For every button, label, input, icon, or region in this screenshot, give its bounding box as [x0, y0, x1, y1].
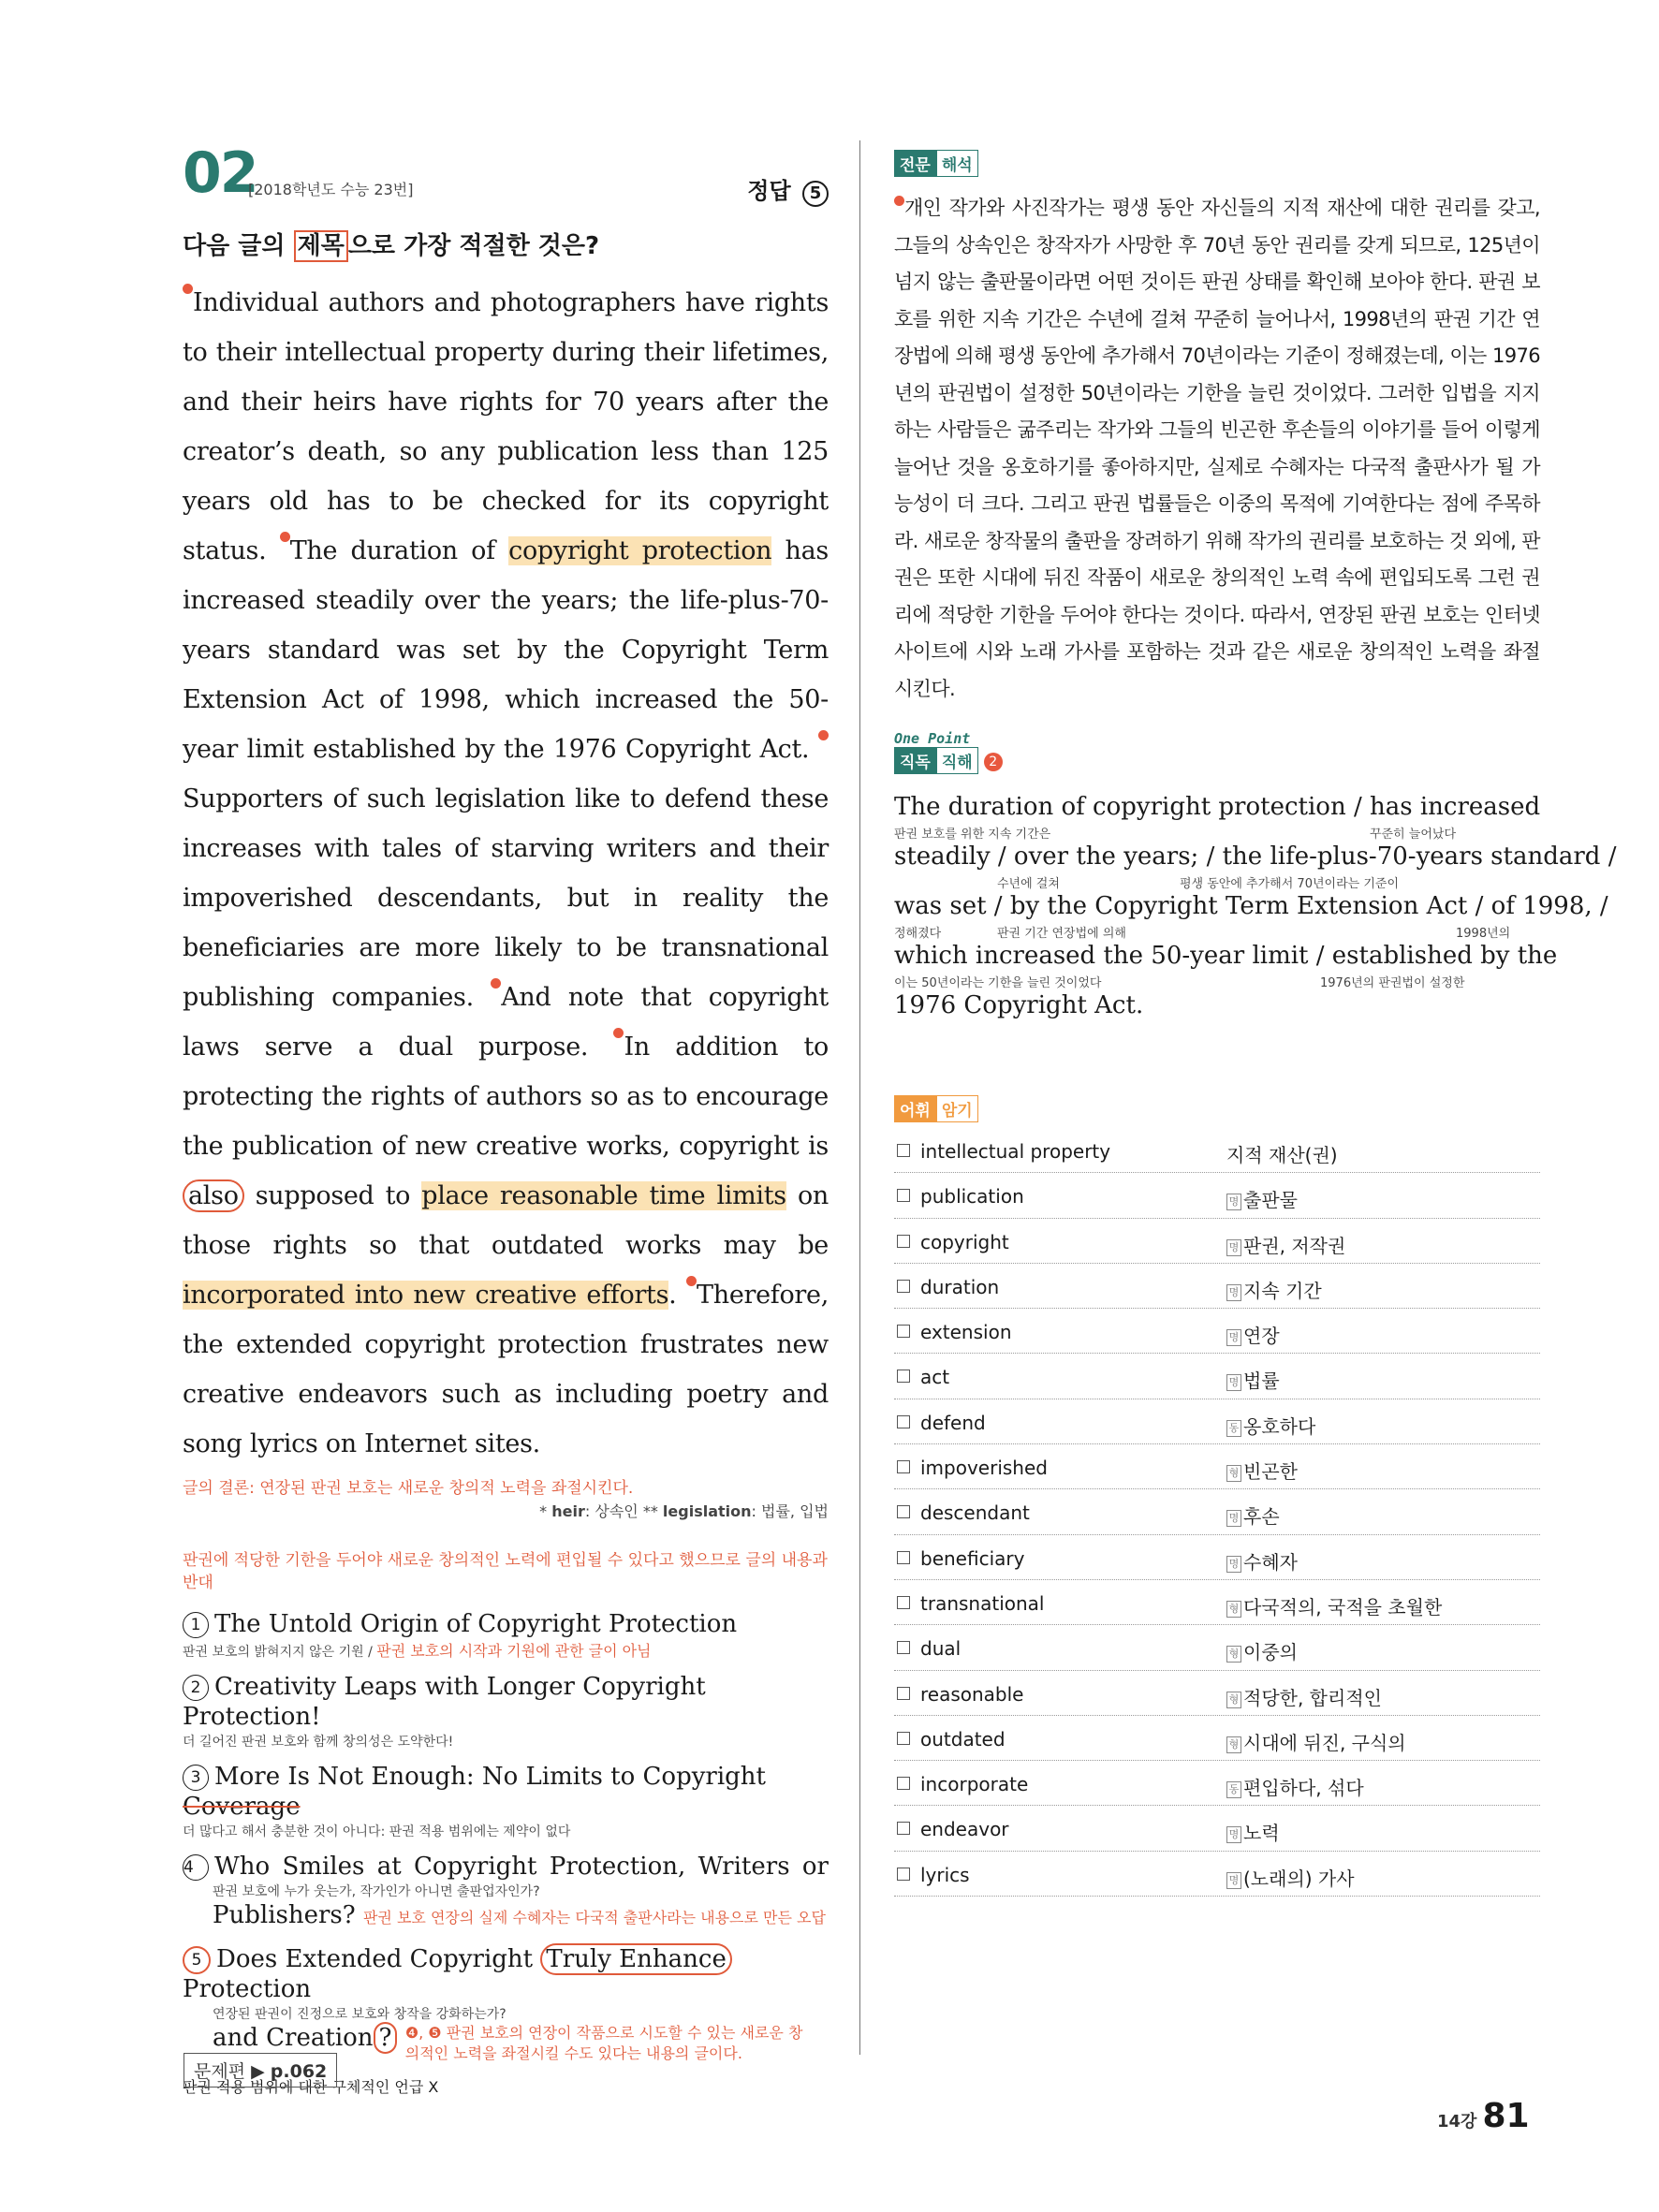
vocab-meaning-cell: [1226, 1366, 1280, 1393]
passage-sentence-5b: supposed to: [243, 1181, 422, 1210]
part-of-speech-badge: 동: [1226, 1420, 1241, 1437]
vocab-meaning: 출판물: [1243, 1189, 1298, 1212]
sentence-number-badge: 2: [984, 753, 1003, 771]
page-number-footer: [1437, 2097, 1530, 2135]
vocab-row: [894, 1580, 1540, 1625]
gloss-heir-word: heir: [551, 1502, 585, 1520]
vocabulary-tag: [894, 1095, 978, 1122]
vocab-meaning: 시대에 뒤진, 구식의: [1243, 1731, 1406, 1754]
vocab-word: impoverished: [920, 1457, 1048, 1480]
vocab-row: [894, 1219, 1540, 1264]
vocab-meaning-cell: [1226, 1864, 1355, 1891]
option-translation: 연장된 판권이 진정으로 보호와 창작을 강화하는가?: [213, 2007, 507, 2022]
vocab-word: lyrics: [920, 1863, 970, 1886]
checkbox-icon[interactable]: [897, 1325, 910, 1338]
vocab-meaning: 법률: [1243, 1370, 1280, 1393]
translation-text: 개인 작가와 사진작가는 평생 동안 자신들의 지적 재산에 대한 권리를 갖고, 그들의 상속인은 창작자가 사망한 후 70년 동안 권리를 갖게 되므로, 125년이 넘지 않는 출판물이라면 어떤 것이든 판권 상태를 확인해 보아야 한다. 판권 보호를 위한 지속 기간은 수년에 걸쳐 꾸준히 늘어나서, 1998년의 판권 기간 연장법에 의해 평생 동안에 추가해서 70년이라는 기준이 정해졌는데, 이는 1976년의 판권법이 설정한 50년이라는 기한을 늘린 것이었다. 그러한 입법을 지지하는 사람들은 굶주리는 작가와 그들의 빈곤한 후손들의 이야기를 들어 이렇게 늘어난 것을 옹호하기를 좋아하지만, 실제로 수혜자는 다국적 출판사가 될 가능성이 더 크다. 그리고 판권 법률들은 이중의 목적에 기여한다는 점에 주목하라. 새로운 창작물의 출판을 장려하기 위해 작가의 권리를 보호하는 것 외에, 판권은 또한 시대에 뒤진 작품이 새로운 창의적인 노력 속에 편입되도록 그런 권리에 적당한 기한을 두어야 한다는 것이다. 따라서, 연장된 판권 보호는 인터넷 사이트에 시와 노래 가사를 포함하는 것과 같은 새로운 창의적인 노력을 좌절시킨다.: [894, 197, 1540, 700]
gloss-legislation-meaning: : 법률, 입법: [751, 1502, 829, 1520]
tag-part-a: 어휘: [894, 1095, 936, 1122]
gloss-legislation-word: legislation: [662, 1502, 752, 1520]
answer-label-text: 정답: [747, 178, 791, 204]
vocab-word: intellectual property: [920, 1140, 1111, 1163]
answer-number: 5: [802, 181, 829, 207]
part-of-speech-badge: 명: [1226, 1329, 1241, 1346]
vocab-row: [894, 1399, 1540, 1444]
chunk-line: [894, 942, 1558, 991]
vocab-meaning: 빈곤한: [1243, 1460, 1298, 1484]
part-of-speech-badge: 형: [1226, 1692, 1241, 1708]
part-of-speech-badge: 동: [1226, 1781, 1241, 1798]
vocab-word: copyright: [920, 1230, 1009, 1253]
tag-part-b: 암기: [936, 1095, 978, 1122]
option-4[interactable]: [183, 1852, 829, 1933]
one-point-section: [894, 730, 1617, 1041]
vocab-meaning: 적당한, 합리적인: [1243, 1686, 1382, 1709]
vocab-row: [894, 1852, 1540, 1897]
vocab-row: [894, 1489, 1540, 1534]
vocab-word: beneficiary: [920, 1546, 1025, 1570]
vocab-word: outdated: [920, 1727, 1006, 1751]
vocab-meaning: 노력: [1243, 1822, 1280, 1845]
option-circled-question: ?: [374, 2022, 398, 2054]
checkbox-icon[interactable]: [897, 1235, 910, 1248]
full-translation: [894, 190, 1540, 708]
vocab-meaning: 지속 기간: [1243, 1279, 1322, 1302]
option-1[interactable]: 1 The Untold Origin of Copyright Protection 판권 보호의 밝혀지지 않은 기원 / 판권 보호의 시작과 기원에 관한 글이 아님: [183, 1610, 738, 1660]
option-text-2: Publishers?: [213, 1901, 356, 1929]
vocab-row: [894, 1128, 1540, 1173]
answer-label: [747, 172, 829, 207]
vocab-word: incorporate: [920, 1773, 1029, 1796]
vocab-row: [894, 1535, 1540, 1580]
checkbox-icon[interactable]: [897, 1189, 910, 1202]
chunk-ko: 정해졌다: [894, 927, 942, 941]
vocab-meaning-cell: [1226, 1185, 1298, 1212]
vocab-row: [894, 1309, 1540, 1354]
chunk-ko: 1998년의: [1456, 927, 1511, 941]
option-number: 4: [183, 1854, 209, 1881]
chunk-ko: 1976년의 판권법이 설정한: [1320, 976, 1465, 990]
vocab-meaning-cell: [1226, 1773, 1364, 1800]
option-number: 2: [183, 1675, 209, 1701]
chunk-line: [894, 892, 1608, 942]
checkbox-icon[interactable]: [897, 1868, 910, 1881]
one-point-label: One Point: [894, 730, 971, 747]
vocabulary-section: [894, 1095, 1540, 1897]
passage-sentence-3: Supporters of such legislation like to defend these increases with tales of starving writers and their impoverished descendants, but in reality the beneficiaries are more likely to be transnational publishing companies.: [183, 784, 829, 1012]
glossary-footnote: * heir: 상속인 ** legislation: 법률, 입법: [539, 1502, 829, 1520]
option-text: Does Extended Copyright: [216, 1945, 541, 1973]
tag-part-b: 해석: [936, 150, 978, 177]
checkbox-icon[interactable]: [897, 1777, 910, 1790]
vocab-meaning: 후손: [1243, 1505, 1280, 1529]
chunk-ko: 수년에 걸쳐: [997, 877, 1060, 891]
chunk-ko: 이는 50년이라는 기한을 늘린 것이었다: [894, 976, 1102, 990]
part-of-speech-badge: 명: [1226, 1374, 1241, 1391]
vocab-meaning-cell: [1226, 1728, 1406, 1755]
option-5[interactable]: [183, 1944, 829, 2064]
gloss-heir-meaning: : 상속인: [584, 1502, 643, 1520]
vocabulary-list: [894, 1128, 1540, 1897]
part-of-speech-badge: 명: [1226, 1510, 1241, 1527]
option-note: 판권 보호의 시작과 기원에 관한 글이 아님: [376, 1642, 652, 1660]
option-circled-text: Truly Enhance: [546, 1945, 727, 1973]
explanation-column: [894, 150, 1617, 1897]
vocab-meaning-cell: [1226, 1547, 1298, 1575]
vocab-word: act: [920, 1366, 950, 1389]
passage-sentence-5d: .: [668, 1281, 677, 1310]
vocab-row: [894, 1806, 1540, 1851]
page-ref-page: p.062: [270, 2061, 328, 2082]
vocab-word: duration: [920, 1275, 1000, 1298]
lecture-label: 14강: [1437, 2112, 1477, 2131]
sentence-marker-icon: [613, 1028, 624, 1038]
option-strike-word: Coverage: [183, 1793, 301, 1821]
chunk-line: [894, 991, 1540, 1041]
highlight-incorporated: incorporated into new creative efforts: [183, 1281, 669, 1310]
page-number: 81: [1482, 2097, 1530, 2135]
vocab-meaning-cell: [1226, 1818, 1280, 1845]
sentence-marker-icon: [894, 196, 904, 206]
vocab-meaning: 편입하다, 섞다: [1243, 1777, 1364, 1800]
option-2[interactable]: [183, 1672, 829, 1751]
title-boxed-word: 제목: [294, 230, 348, 262]
vocab-word: endeavor: [920, 1818, 1009, 1841]
vocab-word: defend: [920, 1411, 986, 1434]
sentence-marker-icon: [818, 730, 829, 740]
problem-page-ref[interactable]: [184, 2053, 337, 2087]
checkbox-icon[interactable]: [897, 1732, 910, 1745]
passage-sentence-6: Therefore, the extended copyright protection frustrates new creative endeavors such as including poetry and song lyrics on Internet sites.: [183, 1281, 829, 1458]
vocab-word: descendant: [920, 1502, 1030, 1525]
chunk-ko: 평생 동안에 추가해서 70년이라는 기준이: [1180, 877, 1399, 891]
chunk-en: was set / by the Copyright Term Extension Act / of 1998, /: [894, 892, 1608, 920]
chunk-reading: [894, 793, 1617, 1041]
vocab-meaning-cell: [1226, 1592, 1442, 1619]
passage-sentence-5c: on those rights so that outdated works may be: [183, 1181, 829, 1260]
tag-part-a: 전문: [894, 150, 936, 177]
question-number: 02: [183, 140, 257, 206]
checkbox-icon[interactable]: [897, 1687, 910, 1700]
tag-part-b: 직해: [936, 747, 978, 774]
option-translation: 판권 보호에 누가 웃는가, 작가인가 아니면 출판업자인가?: [213, 1884, 540, 1899]
option-number-selected: 5: [183, 1946, 211, 1974]
option-translation: 더 길어진 판권 보호와 함께 창의성은 도약한다!: [183, 1735, 454, 1750]
passage-sentence-2a: The duration of: [289, 536, 509, 565]
option-text: Who Smiles at Copyright Protection, Writers or: [214, 1853, 829, 1881]
checkbox-icon[interactable]: [897, 1415, 910, 1428]
checkbox-icon[interactable]: [897, 1280, 910, 1293]
part-of-speech-badge: 형: [1226, 1736, 1241, 1753]
checkbox-icon[interactable]: [897, 1641, 910, 1654]
vocab-meaning-cell: [1226, 1140, 1338, 1167]
column-divider: [859, 140, 860, 2055]
part-of-speech-badge: 형: [1226, 1601, 1241, 1618]
option-circled-words: [540, 1943, 731, 1975]
question-source: [2018학년도 수능 23번]: [248, 181, 414, 198]
vocab-row: [894, 1173, 1540, 1218]
vocab-word: publication: [920, 1185, 1024, 1209]
vocab-word: extension: [920, 1321, 1012, 1344]
vocab-meaning-cell: [1226, 1412, 1315, 1439]
option-text-c: Protection: [183, 1975, 312, 2003]
vocab-meaning-cell: [1226, 1231, 1345, 1258]
sentence-marker-icon: [686, 1276, 697, 1286]
option-translation: 판권 보호의 밝혀지지 않은 기원: [183, 1645, 364, 1660]
chunk-line: [894, 793, 1540, 842]
chunk-en: 1976 Copyright Act.: [894, 991, 1144, 1019]
vocab-meaning-cell: [1226, 1321, 1280, 1348]
passage-sentence-1: Individual authors and photographers have rights to their intellectual property during their lifetimes, and their heirs have rights for 70 years after the creator’s death, so any publication less than 125 years old has to be checked for its copyright status.: [183, 288, 829, 565]
sentence-marker-icon: [183, 284, 193, 294]
vocab-meaning-cell: [1226, 1276, 1322, 1303]
question-header: [183, 140, 829, 206]
vocab-meaning: 수혜자: [1243, 1550, 1298, 1574]
highlight-time-limits: place reasonable time limits: [421, 1181, 786, 1210]
chunk-en: steadily / over the years; / the life-plus-70-years standard /: [894, 842, 1617, 871]
option-text: Creativity Leaps with Longer Copyright Protection!: [183, 1673, 706, 1731]
passage-sentence-2b: has increased steadily over the years; the life-plus-70-years standard was set by the Copyright Term Extension Act of 1998, which increased the 50-year limit established by the 1976 Copyright Act.: [183, 536, 829, 764]
option2-reject-note: 판권에 적당한 기한을 두어야 새로운 창의적인 노력에 편입될 수 있다고 했으므로 글의 내용과 반대: [183, 1551, 828, 1592]
vocab-word: reasonable: [920, 1682, 1024, 1706]
vocab-meaning: 판권, 저작권: [1243, 1234, 1346, 1257]
checkbox-icon[interactable]: [897, 1460, 910, 1473]
checkbox-icon[interactable]: [897, 1822, 910, 1835]
option-translation: 더 많다고 해서 충분한 것이 아니다: 판권 적용 범위에는 제약이 없다: [183, 1824, 571, 1839]
question-column: [183, 140, 829, 2097]
chunk-en: The duration of copyright protection / has increased: [894, 793, 1541, 821]
part-of-speech-badge: 명: [1226, 1239, 1241, 1256]
vocab-word: transnational: [920, 1591, 1045, 1615]
option-number: 1: [183, 1612, 209, 1638]
one-point-tag: [894, 747, 978, 774]
vocab-meaning-cell: [1226, 1683, 1382, 1710]
option-text: More Is Not Enough: No Limits to Copyright: [214, 1763, 766, 1791]
chunk-en: which increased the 50-year limit / established by the: [894, 942, 1558, 970]
passage-sentence-4: And note that copyright laws serve a dual purpose.: [183, 983, 829, 1062]
chunk-ko: 판권 기간 연장법에 의해: [997, 927, 1126, 941]
chunk-line: [894, 842, 1617, 892]
vocab-row: [894, 1671, 1540, 1716]
passage-sentence-5a: In addition to protecting the rights of authors so as to encourage the publication of new creative works, copyright is: [183, 1033, 829, 1161]
checkbox-icon[interactable]: [897, 1370, 910, 1383]
option-text-2: and Creation: [213, 2024, 374, 2052]
highlight-copyright-protection: copyright protection: [508, 536, 772, 565]
option-3[interactable]: [183, 1762, 829, 1840]
vocab-meaning-cell: [1226, 1502, 1280, 1529]
question-title: [183, 227, 829, 261]
page-ref-label: 문제편: [194, 2061, 246, 2082]
vocab-meaning: 연장: [1243, 1325, 1280, 1348]
part-of-speech-badge: 형: [1226, 1646, 1241, 1663]
part-of-speech-badge: 명: [1226, 1872, 1241, 1889]
option-text: The Untold Origin of Copyright Protection: [214, 1610, 738, 1638]
vocab-meaning: 이중의: [1243, 1641, 1298, 1664]
part-of-speech-badge: 명: [1226, 1194, 1241, 1210]
checkbox-icon[interactable]: [897, 1144, 910, 1157]
vocab-meaning: 옹호하다: [1243, 1414, 1316, 1438]
option-note: 판권 보호 연장의 실제 수혜자는 다국적 출판사라는 내용으로 만든 오답: [362, 1909, 826, 1926]
part-of-speech-badge: 명: [1226, 1556, 1241, 1573]
vocab-meaning: 다국적의, 국적을 초월한: [1243, 1595, 1443, 1619]
arrow-right-icon: ▶: [251, 2061, 265, 2082]
vocab-row: [894, 1264, 1540, 1309]
vocab-word: dual: [920, 1637, 962, 1661]
part-of-speech-badge: 형: [1226, 1465, 1241, 1482]
part-of-speech-badge: 명: [1226, 1826, 1241, 1843]
chunk-ko: 판권 보호를 위한 지속 기간은: [894, 828, 1051, 842]
vocab-row: [894, 1625, 1540, 1670]
vocab-row: [894, 1354, 1540, 1399]
passage: [183, 278, 829, 1469]
checkbox-icon[interactable]: [897, 1596, 910, 1609]
part-of-speech-badge: 명: [1226, 1284, 1241, 1301]
answer-options: [183, 1609, 829, 2097]
option-note: ❹, ❺ 판권 보호의 연장이 작품으로 시도할 수 있는 새로운 창의적인 노력을 좌절시킬 수도 있다는 내용의 글이다.: [404, 2024, 803, 2062]
option3-reject-note: 판권 적용 범위에 대한 구체적인 언급 X: [183, 2078, 439, 2096]
title-after: 으로 가장 적절한 것은?: [347, 232, 600, 260]
vocab-meaning-cell: [1226, 1457, 1298, 1484]
sentence-marker-icon: [491, 978, 501, 989]
vocab-meaning: (노래의) 가사: [1243, 1867, 1355, 1890]
checkbox-icon[interactable]: [897, 1551, 910, 1564]
vocab-row: [894, 1444, 1540, 1489]
vocab-row: [894, 1716, 1540, 1761]
circled-also: also: [183, 1179, 244, 1212]
checkbox-icon[interactable]: [897, 1505, 910, 1518]
vocab-meaning-cell: [1226, 1637, 1298, 1664]
option-number: 3: [183, 1765, 209, 1791]
vocab-meaning: 지적 재산(권): [1226, 1144, 1338, 1166]
vocab-row: [894, 1761, 1540, 1806]
conclusion-note: 글의 결론: 연장된 판권 보호는 새로운 창의적 노력을 좌절시킨다.: [183, 1479, 634, 1498]
sentence-marker-icon: [280, 532, 290, 542]
tag-part-a: 직독: [894, 747, 936, 774]
translation-tag: [894, 150, 978, 177]
chunk-ko: 꾸준히 늘어났다: [1370, 828, 1457, 842]
title-before: 다음 글의: [183, 232, 294, 260]
